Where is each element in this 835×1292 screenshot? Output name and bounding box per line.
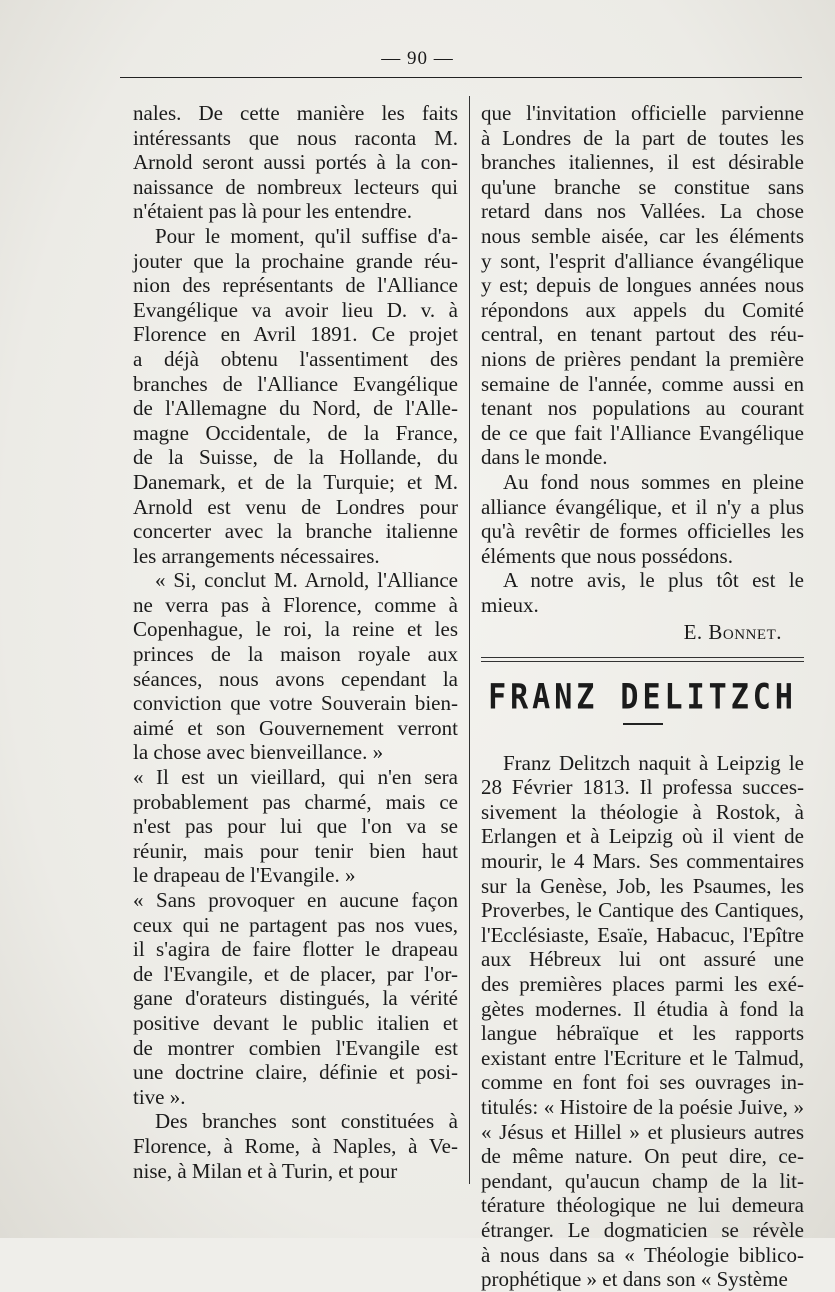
- text-line: « Si, conclut M. Arnold, l'Alliance: [155, 568, 458, 593]
- text-line: il s'agira de faire flotter le drapeau: [133, 937, 458, 962]
- text-line: probablement pas charmé, mais ce: [133, 789, 458, 814]
- text-line: aimé et son Gouvernement verront: [133, 715, 458, 740]
- text-line: « Il est un vieillard, qui n'en sera: [133, 765, 458, 790]
- text-line: les arrangements nécessaires.: [133, 543, 380, 568]
- text-line: de ce que fait l'Alliance Evangélique: [481, 420, 804, 445]
- text-line: Copenhague, le roi, la reine et les: [133, 617, 458, 642]
- text-line: mourir, le 4 Mars. Ses commentaires: [481, 849, 804, 874]
- text-line: qu'une branche se constitue sans: [481, 174, 804, 199]
- text-line: une doctrine claire, définie et posi-: [133, 1060, 458, 1085]
- right-column: [481, 101, 804, 1292]
- text-line: intéressants que nous raconta M.: [133, 125, 458, 150]
- text-line: de l'Evangile, et de placer, par l'or-: [133, 961, 458, 986]
- text-line: retard dans nos Vallées. La chose: [481, 199, 804, 224]
- right-column-paragraphs: [481, 101, 804, 617]
- text-line: Au fond nous sommes en pleine: [503, 469, 804, 494]
- text-line: jouter que la prochaine grande réu-: [133, 248, 458, 273]
- text-line: naissance de nombreux lecteurs qui: [133, 174, 458, 199]
- author-signature: E. Bonnet.: [683, 620, 782, 645]
- text-line: le drapeau de l'Evangile. »: [133, 863, 356, 888]
- text-line: Florence en Avril 1891. Ce projet: [133, 322, 458, 347]
- paragraph: [481, 101, 804, 470]
- text-line: de même nature. On peut dire, ce-: [481, 1144, 804, 1169]
- text-line: nous semble aisée, car les éléments: [481, 223, 804, 248]
- paragraph: [133, 568, 458, 765]
- text-line: térature théologique ne lui demeura: [481, 1193, 804, 1218]
- text-line: Pour le moment, qu'il suffise d'a-: [155, 223, 458, 248]
- paragraph: [133, 888, 458, 1109]
- text-line: à Londres de la part de toutes les: [481, 125, 804, 150]
- text-line: nise, à Milan et à Turin, et pour: [133, 1158, 398, 1183]
- text-line: positive devant le public italien et: [133, 1010, 458, 1035]
- text-line: gane d'orateurs distingués, la vérité: [133, 986, 458, 1011]
- text-line: nions de prières pendant la première: [481, 346, 804, 371]
- text-line: y sont, l'esprit d'alliance évangélique: [481, 248, 804, 273]
- text-line: branches de l'Alliance Evangélique: [133, 371, 458, 396]
- column-divider: [469, 96, 470, 1184]
- text-line: étranger. Le dogmaticien se révèle: [481, 1217, 804, 1242]
- text-line: prophétique » et dans son « Système: [481, 1267, 788, 1292]
- paragraph: [481, 568, 804, 617]
- text-line: « Jésus et Hillel » et plusieurs autres: [481, 1119, 804, 1144]
- text-line: 28 Février 1813. Il professa succes-: [481, 775, 804, 800]
- text-line: Des branches sont constituées à: [155, 1109, 458, 1134]
- text-line: éléments que nous possédons.: [481, 543, 733, 568]
- paragraph: [133, 224, 458, 568]
- text-line: de montrer combien l'Evangile est: [133, 1035, 458, 1060]
- text-line: de l'Allemagne du Nord, de l'Alle-: [133, 396, 458, 421]
- text-line: mieux.: [481, 592, 539, 617]
- text-line: gètes modernes. Il étudia à fond la: [481, 996, 804, 1021]
- paragraph: [133, 765, 458, 888]
- text-line: Franz Delitzch naquit à Leipzig le: [503, 750, 804, 775]
- text-line: nales. De cette manière les faits: [133, 101, 458, 125]
- paragraph: [133, 1109, 458, 1183]
- text-line: semaine de l'année, comme aussi en: [481, 371, 804, 396]
- text-line: aux Hébreux lui ont assuré une: [481, 947, 804, 972]
- text-line: titulés: « Histoire de la poésie Juive, »: [481, 1094, 804, 1119]
- text-line: tenant nos populations au courant: [481, 396, 804, 421]
- text-line: existant entre l'Ecriture et le Talmud,: [481, 1045, 804, 1070]
- text-line: Arnold est venu de Londres pour: [133, 494, 458, 519]
- text-line: concerter avec la branche italienne: [133, 519, 458, 544]
- text-line: répondons aux appels du Comité: [481, 297, 804, 322]
- text-line: qu'à revêtir de formes officielles les: [481, 519, 804, 544]
- text-line: de la Suisse, de la Hollande, du: [133, 445, 458, 470]
- article-heading: FRANZ DELITZCH: [488, 677, 797, 718]
- text-line: n'est pas pour lui que l'on va se: [133, 814, 458, 839]
- heading-underline: [623, 723, 663, 725]
- text-line: ne verra pas à Florence, comme à: [133, 592, 458, 617]
- paragraph: [481, 470, 804, 568]
- text-line: séances, nous avons cependant la: [133, 666, 458, 691]
- text-line: Evangélique va avoir lieu D. v. à: [133, 297, 458, 322]
- text-line: conviction que votre Souverain bien-: [133, 691, 458, 716]
- text-line: Arnold seront aussi portés à la con-: [133, 150, 458, 175]
- section-separator: [481, 657, 804, 662]
- text-line: alliance évangélique, et il n'y a plus: [481, 494, 804, 519]
- text-line: ceux qui ne partagent pas nos vues,: [133, 912, 458, 937]
- text-line: magne Occidentale, de la France,: [133, 420, 458, 445]
- text-line: princes de la maison royale aux: [133, 642, 458, 667]
- text-line: dans le monde.: [481, 445, 608, 470]
- text-line: n'étaient pas là pour les entendre.: [133, 199, 413, 224]
- text-line: Proverbes, le Cantique des Cantiques,: [481, 898, 804, 923]
- text-line: Erlangen et à Leipzig où il vient de: [481, 824, 804, 849]
- paragraph: [133, 101, 458, 224]
- text-line: sivement la théologie à Rostok, à: [481, 799, 804, 824]
- text-line: « Sans provoquer en aucune façon: [133, 888, 458, 912]
- text-line: Florence, à Rome, à Naples, à Ve-: [133, 1133, 458, 1158]
- text-line: central, en tenant partout des réu-: [481, 322, 804, 347]
- text-line: a déjà obtenu l'assentiment des: [133, 346, 458, 371]
- text-line: l'Ecclésiaste, Esaïe, Habacuc, l'Epître: [481, 922, 804, 947]
- text-line: sur la Genèse, Job, les Psaumes, les: [481, 873, 804, 898]
- text-line: tive ».: [133, 1084, 186, 1109]
- text-line: que l'invitation officielle parvienne: [481, 101, 804, 125]
- text-line: réunir, mais pour tenir bien haut: [133, 838, 458, 863]
- text-line: comme en font foi ses ouvrages in-: [481, 1070, 804, 1095]
- text-line: y est; depuis de longues années nous: [481, 273, 804, 298]
- page-number: — 90 —: [381, 48, 454, 69]
- text-line: A notre avis, le plus tôt est le: [503, 568, 804, 593]
- header-rule: [120, 77, 802, 78]
- biography-paragraph: [481, 751, 804, 1292]
- text-line: langue hébraïque et les rapports: [481, 1021, 804, 1046]
- text-line: des premières places parmi les exé-: [481, 972, 804, 996]
- text-line: Danemark, et de la Turquie; et M.: [133, 469, 458, 494]
- text-line: à nous dans sa « Théologie biblico-: [481, 1242, 804, 1267]
- text-line: la chose avec bienveillance. »: [133, 740, 384, 765]
- text-line: branches italiennes, il est désirable: [481, 150, 804, 175]
- text-line: nion des représentants de l'Alliance: [133, 273, 458, 298]
- left-column: [133, 101, 458, 1183]
- text-line: pendant, qu'aucun champ de la lit-: [481, 1168, 804, 1193]
